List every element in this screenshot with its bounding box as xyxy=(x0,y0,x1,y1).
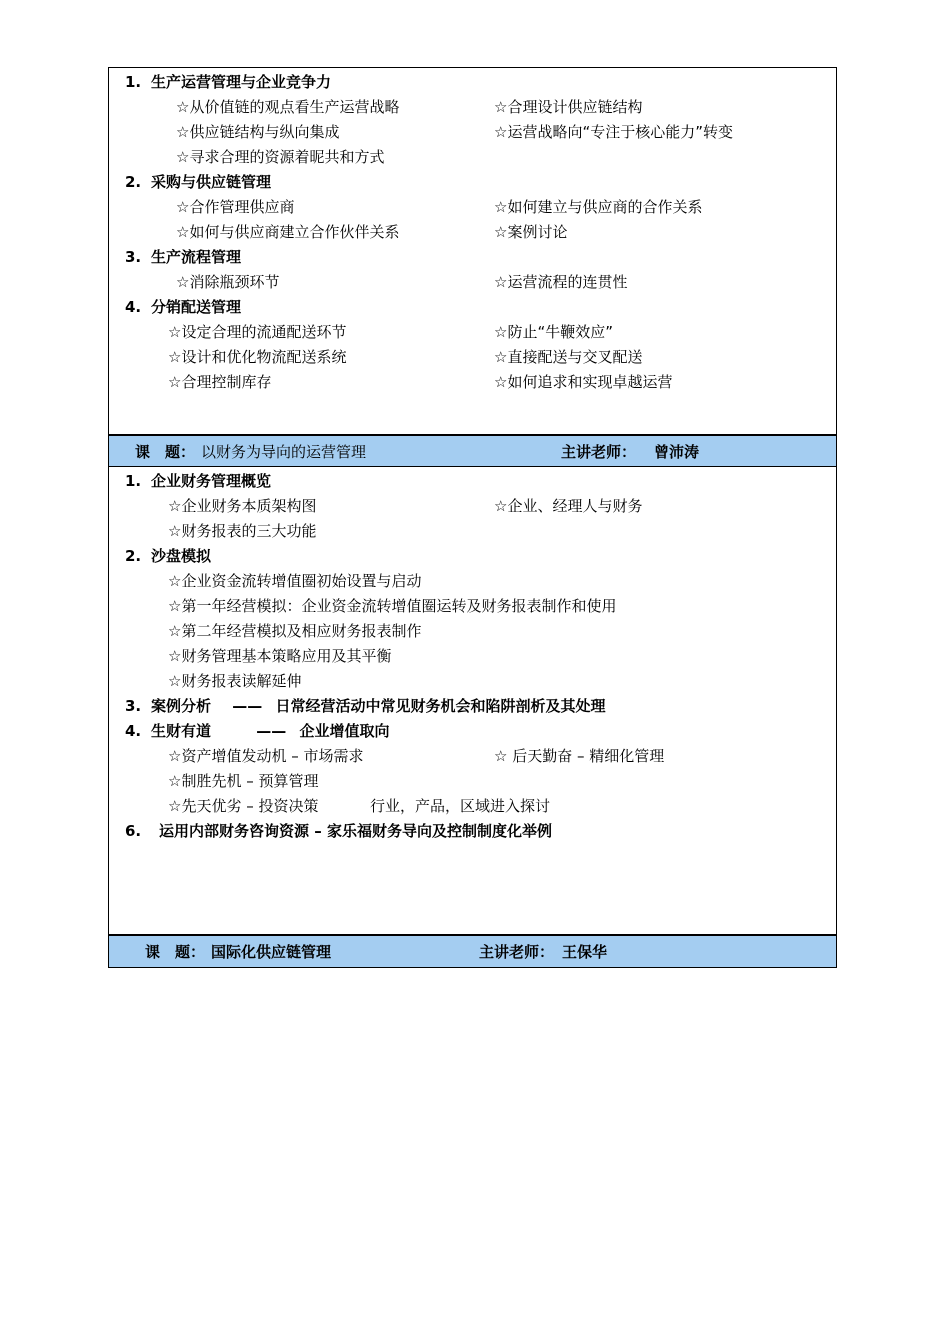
bullet-item: ☆企业资金流转增值圈初始设置与启动 xyxy=(168,572,422,590)
teacher-name: 曾沛涛 xyxy=(654,443,700,461)
course-label: 课 题： xyxy=(145,943,206,961)
bullet-item: ☆企业、经理人与财务 xyxy=(494,497,643,515)
bullet-item: ☆如何建立与供应商的合作关系 xyxy=(494,198,703,216)
bullet-item: ☆第二年经营模拟及相应财务报表制作 xyxy=(168,622,422,640)
heading-2: 2. 沙盘模拟 xyxy=(125,547,212,565)
course-title: 国际化供应链管理 xyxy=(211,943,332,961)
bullet-item: ☆先天优劣 – 投资决策 xyxy=(168,797,319,815)
bullet-item: ☆直接配送与交叉配送 xyxy=(494,348,643,366)
bullet-item: ☆从价值链的观点看生产运营战略 xyxy=(176,98,400,116)
teacher-name: 王保华 xyxy=(562,943,608,961)
bullet-item: ☆财务管理基本策略应用及其平衡 xyxy=(168,647,392,665)
bullet-item: ☆第一年经营模拟：企业资金流转增值圈运转及财务报表制作和使用 xyxy=(168,597,617,615)
bullet-item: ☆如何与供应商建立合作伙伴关系 xyxy=(176,223,400,241)
course-outline-table xyxy=(108,67,837,968)
bullet-item-note: 行业，产品，区域进入探讨 xyxy=(370,797,551,815)
heading-1: 1. 生产运营管理与企业竞争力 xyxy=(125,73,332,91)
course-title-bar-2 xyxy=(109,935,836,967)
heading-3: 3. 案例分析 —— 日常经营活动中常见财务机会和陷阱剖析及其处理 xyxy=(125,697,606,715)
course-label: 课 题： xyxy=(135,443,196,461)
heading-6: 6. 运用内部财务咨询资源 – 家乐福财务导向及控制制度化举例 xyxy=(125,822,552,840)
teacher-label: 主讲老师： xyxy=(561,443,637,461)
bullet-item: ☆消除瓶颈环节 xyxy=(176,273,280,291)
bullet-item: ☆制胜先机 – 预算管理 xyxy=(168,772,319,790)
course-title-bar xyxy=(109,435,836,467)
bullet-item: ☆案例讨论 xyxy=(494,223,568,241)
bullet-item: ☆资产增值发动机 – 市场需求 xyxy=(168,747,364,765)
bullet-item: ☆供应链结构与纵向集成 xyxy=(176,123,340,141)
heading-3: 3. 生产流程管理 xyxy=(125,248,242,266)
bullet-item: ☆ 后天勤奋 – 精细化管理 xyxy=(494,747,665,765)
heading-4: 4. 生财有道 —— 企业增值取向 xyxy=(125,722,390,740)
bullet-item: ☆寻求合理的资源着昵共和方式 xyxy=(176,148,385,166)
teacher-label: 主讲老师： xyxy=(479,943,555,961)
bullet-item: ☆财务报表的三大功能 xyxy=(168,522,317,540)
course-title: 以财务为导向的运营管理 xyxy=(201,443,367,461)
bullet-item: ☆企业财务本质架构图 xyxy=(168,497,317,515)
bullet-item: ☆合理设计供应链结构 xyxy=(494,98,643,116)
bullet-item: ☆运营流程的连贯性 xyxy=(494,273,628,291)
bullet-item: ☆合理控制库存 xyxy=(168,373,272,391)
bullet-item: ☆设计和优化物流配送系统 xyxy=(168,348,347,366)
bullet-item: ☆设定合理的流通配送环节 xyxy=(168,323,347,341)
bullet-item: ☆合作管理供应商 xyxy=(176,198,295,216)
bullet-item: ☆防止“牛鞭效应” xyxy=(494,323,613,341)
heading-1: 1. 企业财务管理概览 xyxy=(125,472,272,490)
bullet-item: ☆运营战略向“专注于核心能力”转变 xyxy=(494,123,733,141)
section-operations xyxy=(108,67,837,434)
bullet-item: ☆如何追求和实现卓越运营 xyxy=(494,373,673,391)
heading-4: 4. 分销配送管理 xyxy=(125,298,242,316)
bullet-item: ☆财务报表读解延伸 xyxy=(168,672,302,690)
section-finance xyxy=(108,467,837,934)
heading-2: 2. 采购与供应链管理 xyxy=(125,173,272,191)
